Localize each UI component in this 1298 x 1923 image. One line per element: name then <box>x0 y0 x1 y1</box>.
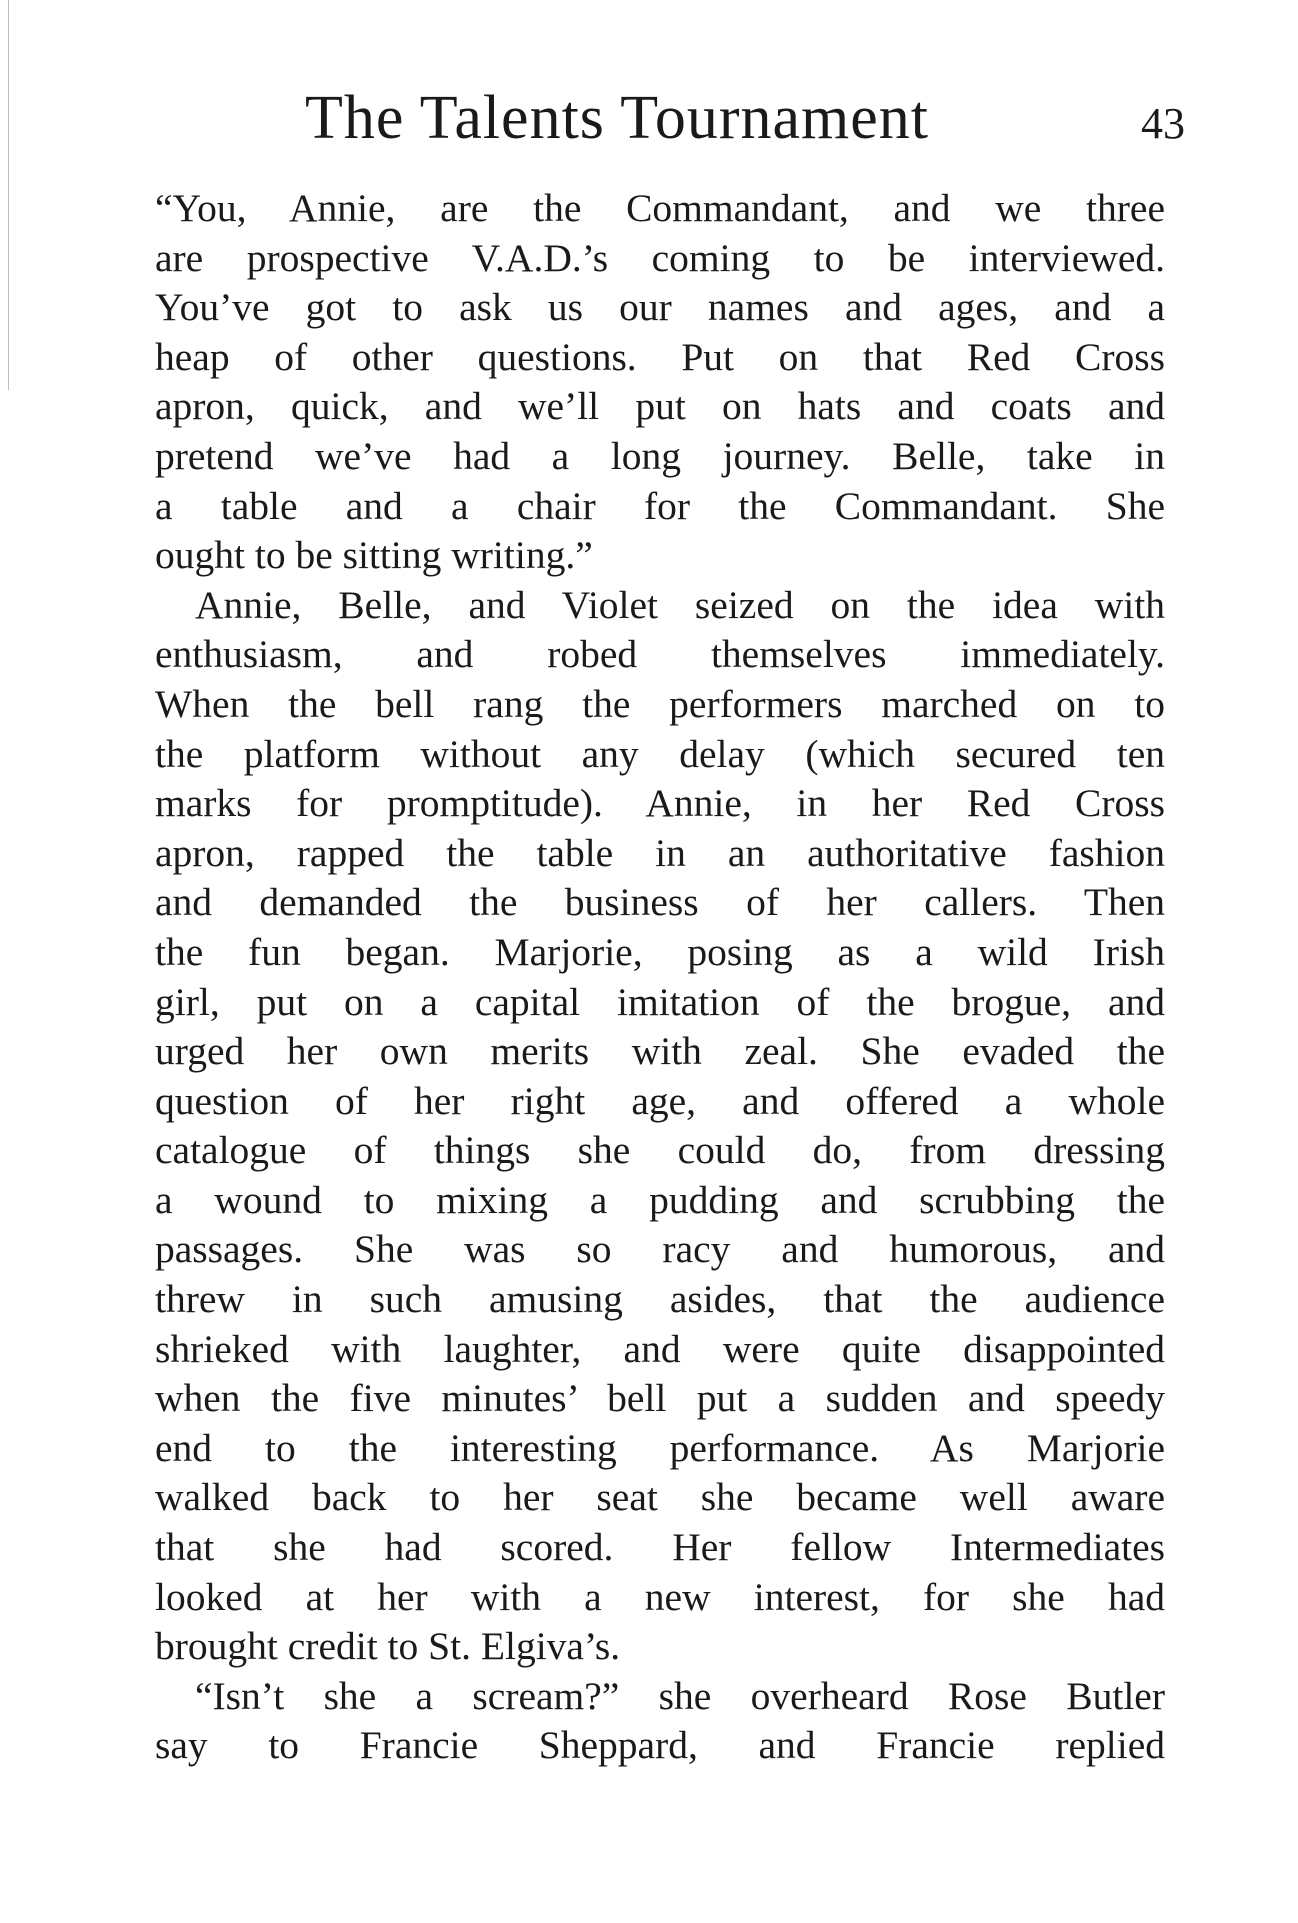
text-line: When the bell rang the performers marched on to <box>155 681 1165 726</box>
paragraph-1 <box>155 184 1165 581</box>
text-line: and demanded the business of her callers. Then <box>155 880 1165 925</box>
text-line: apron, quick, and we’ll put on hats and coats and <box>155 384 1165 429</box>
text-line: looked at her with a new interest, for she had <box>155 1574 1165 1619</box>
text-line: walked back to her seat she became well aware <box>155 1475 1165 1520</box>
text-line: heap of other questions. Put on that Red Cross <box>155 334 1165 379</box>
text-line: Annie, Belle, and Violet seized on the idea with <box>195 582 1165 627</box>
text-line: when the five minutes’ bell put a sudden and speedy <box>155 1376 1165 1421</box>
text-line: urged her own merits with zeal. She evaded the <box>155 1029 1165 1074</box>
text-line: You’ve got to ask us our names and ages, and a <box>155 285 1165 330</box>
paragraph-2 <box>155 581 1165 1672</box>
scan-edge-line <box>8 0 9 390</box>
text-line: apron, rapped the table in an authoritative fashion <box>155 830 1165 875</box>
text-line: marks for promptitude). Annie, in her Red Cross <box>155 781 1165 826</box>
text-line: threw in such amusing asides, that the audience <box>155 1277 1165 1322</box>
text-line: the platform without any delay (which secured ten <box>155 731 1165 776</box>
text-line: say to Francie Sheppard, and Francie replied <box>155 1723 1165 1768</box>
text-line: question of her right age, and offered a whole <box>155 1078 1165 1123</box>
text-line: ought to be sitting writing.” <box>155 533 593 578</box>
text-line: shrieked with laughter, and were quite disappointed <box>155 1326 1165 1371</box>
text-line: a wound to mixing a pudding and scrubbing the <box>155 1177 1165 1222</box>
text-line: “Isn’t she a scream?” she overheard Rose Butler <box>195 1673 1165 1718</box>
text-line: a table and a chair for the Commandant. She <box>155 483 1165 528</box>
text-line: that she had scored. Her fellow Intermediates <box>155 1525 1165 1570</box>
body-text <box>155 184 1165 1771</box>
text-line: enthusiasm, and robed themselves immediately. <box>155 632 1165 677</box>
text-line: end to the interesting performance. As Marjorie <box>155 1425 1165 1470</box>
text-line: passages. She was so racy and humorous, and <box>155 1227 1165 1272</box>
text-line: catalogue of things she could do, from dressing <box>155 1128 1165 1173</box>
text-line: are prospective V.A.D.’s coming to be interviewed. <box>155 235 1165 280</box>
paragraph-3 <box>155 1672 1165 1771</box>
text-line: “You, Annie, are the Commandant, and we three <box>155 186 1165 230</box>
text-line: brought credit to St. Elgiva’s. <box>155 1624 621 1669</box>
page-header <box>155 78 1185 158</box>
text-line: pretend we’ve had a long journey. Belle, take in <box>155 433 1165 478</box>
running-title: The Talents Tournament <box>305 84 929 152</box>
page-number: 43 <box>1141 99 1185 148</box>
text-line: girl, put on a capital imitation of the brogue, and <box>155 979 1165 1024</box>
text-line: the fun began. Marjorie, posing as a wild Irish <box>155 929 1165 974</box>
